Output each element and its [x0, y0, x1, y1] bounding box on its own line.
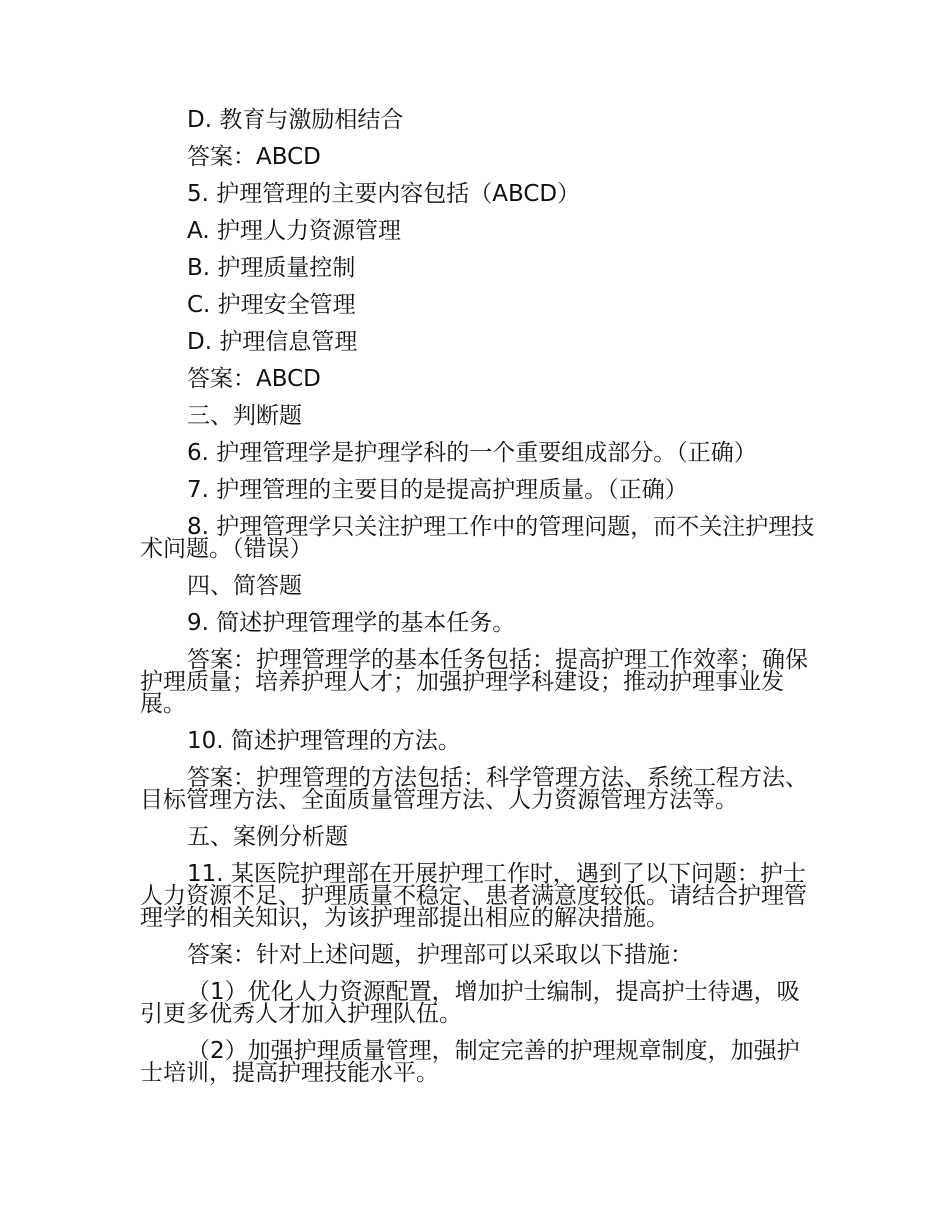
section-heading-judgement: 三、判断题 [187, 403, 302, 429]
document-body [140, 102, 815, 1092]
question-7: 7. 护理管理的主要目的是提高护理质量。（正确） [187, 477, 688, 503]
answer-line: 答案：ABCD [187, 366, 321, 392]
question-5: 5. 护理管理的主要内容包括（ABCD） [187, 181, 581, 207]
answer-11-intro: 答案：针对上述问题，护理部可以采取以下措施： [187, 942, 693, 968]
answer-10: 答案：护理管理的方法包括：科学管理方法、系统工程方法、目标管理方法、全面质量管理方法、人力资源管理方法等。 [140, 765, 808, 813]
answer-9: 答案：护理管理学的基本任务包括：提高护理工作效率；确保护理质量；培养护理人才；加强护理学科建设；推动护理事业发展。 [140, 647, 808, 717]
question-8: 8. 护理管理学只关注护理工作中的管理问题，而不关注护理技术问题。（错误） [140, 514, 815, 562]
section-heading-case-analysis: 五、案例分析题 [187, 824, 348, 850]
option-c-line: C. 护理安全管理 [187, 292, 356, 318]
question-10: 10. 简述护理管理的方法。 [187, 728, 461, 754]
answer-11-measure-1: （1）优化人力资源配置，增加护士编制，提高护士待遇，吸引更多优秀人才加入护理队伍。 [140, 979, 800, 1027]
option-d-line: D. 教育与激励相结合 [187, 107, 404, 133]
question-11: 11. 某医院护理部在开展护理工作时，遇到了以下问题：护士人力资源不足、护理质量不稳定、患者满意度较低。请结合护理管理学的相关知识，为该护理部提出相应的解决措施。 [140, 861, 807, 931]
option-b-line: B. 护理质量控制 [187, 255, 356, 281]
option-a-line: A. 护理人力资源管理 [187, 218, 401, 244]
option-d-line: D. 护理信息管理 [187, 329, 358, 355]
answer-line: 答案：ABCD [187, 144, 321, 170]
question-6: 6. 护理管理学是护理学科的一个重要组成部分。（正确） [187, 440, 757, 466]
answer-11-measure-2: （2）加强护理质量管理，制定完善的护理规章制度，加强护士培训，提高护理技能水平。 [140, 1038, 800, 1086]
section-heading-short-answer: 四、简答题 [187, 573, 302, 599]
question-9: 9. 简述护理管理学的基本任务。 [187, 610, 516, 636]
